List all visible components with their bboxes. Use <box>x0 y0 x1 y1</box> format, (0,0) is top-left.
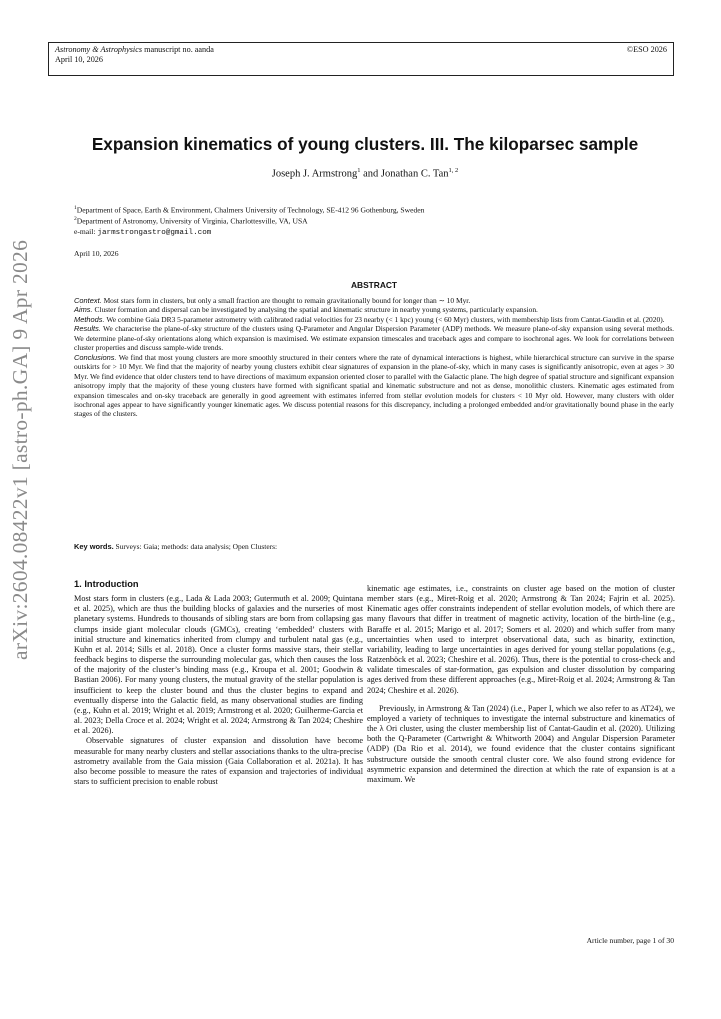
affiliation-marker: 1, 2 <box>448 167 459 174</box>
context-label: Context. <box>74 296 102 305</box>
affiliation-number: 2 <box>74 216 77 223</box>
conclusions-text: We find that most young clusters are more smoothly structured in their centers where the rate of dynamical interactions is highest, while hierarchical structure can survive in the sparse outskirts for > 10 Myr. We find that the majority of nearby young clusters exhibit clear signatures of expansion in the plane-of-sky, which in many cases is significantly anisotropic, even at ages > 30 Myr. We find evidence that older clusters tend to have directions of maximum expansion oriented closer to parallel with the Galactic plane. The high degree of spatial structure and significant expansion anisotropy imply that the majority of these young clusters have formed with significant spatial and kinematic substructure and not as dense, monolithic clusters. Kinematic ages estimated from expansion timescales and on-sky traceback are generally in good agreement with estimates inferred from stellar evolution models for clusters < 10 Myr old. However, many clusters with older isochronal ages appear to have significantly younger kinematic ages. We discuss potential reasons for this discrepancy, including a prolonged embedded and/or gravitationally bound phase in the early stages of the clusters. <box>74 352 674 419</box>
context-text: Most stars form in clusters, but only a small fraction are thought to remain gravitationally bound for longer than ∼ 10 Myr. <box>101 296 471 305</box>
keywords-label: Key words. <box>74 542 114 551</box>
manuscript-line <box>55 45 667 55</box>
left-column <box>74 579 363 787</box>
abstract-conclusions <box>74 353 674 419</box>
manuscript-header <box>48 42 674 76</box>
affiliation-text: Department of Astronomy, University of Virginia, Charlottesville, VA, USA <box>76 216 308 226</box>
affiliation-number: 1 <box>74 205 77 211</box>
header-date: April 10, 2026 <box>55 55 103 64</box>
body-paragraph: Most stars form in clusters (e.g., Lada & Lada 2003; Gutermuth et al. 2009; Quintana et al. 2025), which are thus the building blocks of galaxies and the nurseries of most planetary systems. Hundreds to thousands of sibling stars are born from collapsing gas clumps inside giant molecular clouds (GMCs), creating ‘embedded’ clusters with initial structure and kinematics inherited from clumpy and turbulent natal gas (e.g., Kuhn et al. 2014; Sills et al. 2018). Once a cluster forms massive stars, their stellar feedback begins to disperse the surrounding molecular gas, which then causes the loss of the majority of the cluster’s binding mass (e.g., Kroupa et al. 2001; Goodwin & Bastian 2006). For many young clusters, the mutual gravity of the stellar population is insufficient to keep the cluster bound and thus the cluster begins to expand and eventually disperse into the Galactic field, as many observational studies are finding (e.g., Kuhn et al. 2019; Wright et al. 2019; Armstrong et al. 2020; Guilherme-Garcia et al. 2023; Della Croce et al. 2024; Wright et al. 2024; Armstrong & Tan 2024; Cheshire et al. 2026). <box>74 594 363 736</box>
author-name: Joseph J. Armstrong <box>271 168 358 180</box>
body-paragraph: Observable signatures of cluster expansion and dissolution have become measurable for many nearby clusters and stellar associations thanks to the ultra-precise astrometry available from the Gaia mission (Gaia Collaboration et al. 2021a). It has also become possible to measure the rates of expansion and trajectories of individual stars to sufficient precision to enable robust <box>74 736 363 786</box>
section-heading: 1. Introduction <box>74 579 139 589</box>
email-address[interactable]: jarmstrongastro@gmail.com <box>97 228 212 237</box>
arxiv-identifier: arXiv:2604.08422v1 [astro-ph.GA] 9 Apr 2026 <box>8 239 32 660</box>
affiliation-1 <box>74 204 674 215</box>
author-name: Jonathan C. Tan <box>380 168 449 180</box>
results-label: Results. <box>74 324 101 334</box>
abstract-aims <box>74 305 674 314</box>
author-joiner: and <box>360 168 381 180</box>
body-paragraph: Previously, in Armstrong & Tan (2024) (i.e., Paper I, which we also refer to as AT24), we employed a variety of techniques to investigate the internal substructure and kinematics of the λ Ori cluster, using the cluster membership list of Cantat-Gaudin et al. (2020). Utilizing both the Q-Parameter (Cartwright & Whitworth 2004) and Angular Dispersion Parameter (ADP) (Da Rio et al. 2014), we found evidence that the cluster contains significant substructure outside the smooth central cluster core. We also found strong evidence for asymmetric expansion and determined the direction at which the rate of expansion is at a maximum. We <box>367 703 675 784</box>
manuscript-id: manuscript no. aanda <box>142 45 214 54</box>
affiliation-text: Department of Space, Earth & Environment, Chalmers University of Technology, SE-412 96 Gothenburg, Sweden <box>76 205 425 215</box>
abstract-body <box>74 296 674 419</box>
body-paragraph: kinematic age estimates, i.e., constraints on cluster age based on the motion of cluster member stars (e.g., Miret-Roig et al. 2020; Armstrong & Tan 2024; Fajrin et al. 2025). Kinematic ages offer constraints independent of stellar evolution models, of which there are many flavours that differ in treatment of magnetic activity, location of the birth-line (e.g., Baraffe et al. 2015; Marigo et al. 2017; Somers et al. 2020) and which suffer from many uncertainties when used to interpret observational data, such as binarity, extinction, variability, leading to large uncertainties in ages derived for young stellar populations (e.g., Ratzenböck et al. 2023; Cheshire et al. 2026). Thus, there is the potential to cross-check and validate timescales of star-formation, gas expulsion and cluster dissolution by comparing ages derived from these different approaches (e.g., Miret-Roig et al. 2024; Armstrong & Tan 2024; Cheshire et al. 2026). <box>367 584 675 695</box>
affiliation-marker: 1 <box>357 167 361 174</box>
received-date: April 10, 2026 <box>74 249 119 258</box>
journal-name: Astronomy & Astrophysics <box>55 45 143 54</box>
abstract-methods <box>74 315 674 324</box>
author-list <box>40 167 690 180</box>
paper-title: Expansion kinematics of young clusters. III. The kiloparsec sample <box>91 134 639 154</box>
methods-text: We combine Gaia DR3 5-parameter astrometry with calibrated radial velocities for 23 nearby (< 1 kpc) young (< 60 Myr) clusters, with membership lists from Cantat-Gaudin et al. (2020). <box>104 314 665 324</box>
abstract-context <box>74 296 674 305</box>
abstract-heading: ABSTRACT <box>350 280 398 290</box>
affiliations <box>74 204 674 238</box>
affiliation-2 <box>74 215 674 226</box>
keywords <box>74 542 674 551</box>
contact-email <box>74 227 674 239</box>
conclusions-label: Conclusions. <box>74 352 117 362</box>
arxiv-stamp <box>8 239 32 680</box>
results-text: We characterise the plane-of-sky structure of the clusters using Q-Parameter and Angular Dispersion Parameter (ADP) methods. We measure plane-of-sky expansion using several methods. We determine plane-of-sky orientations along which expansion is maximised. We estimate expansion timescales and traceback ages and compare to isochronal ages. We look for correlations between cluster properties and discuss sample-wide trends. <box>74 324 674 353</box>
abstract-results <box>74 324 674 352</box>
methods-label: Methods. <box>74 314 105 324</box>
page-footer: Article number, page 1 of 30 <box>586 936 674 945</box>
aims-label: Aims. <box>74 305 93 315</box>
email-label: e-mail: <box>74 226 98 236</box>
copyright: ©ESO 2026 <box>626 45 667 54</box>
aims-text: Cluster formation and dispersal can be investigated by analysing the spatial and kinematic structure in nearby young systems, particularly expansion. <box>92 305 538 315</box>
right-column <box>367 584 675 785</box>
keywords-text: Surveys: Gaia; methods: data analysis; Open Clusters: <box>113 542 278 551</box>
